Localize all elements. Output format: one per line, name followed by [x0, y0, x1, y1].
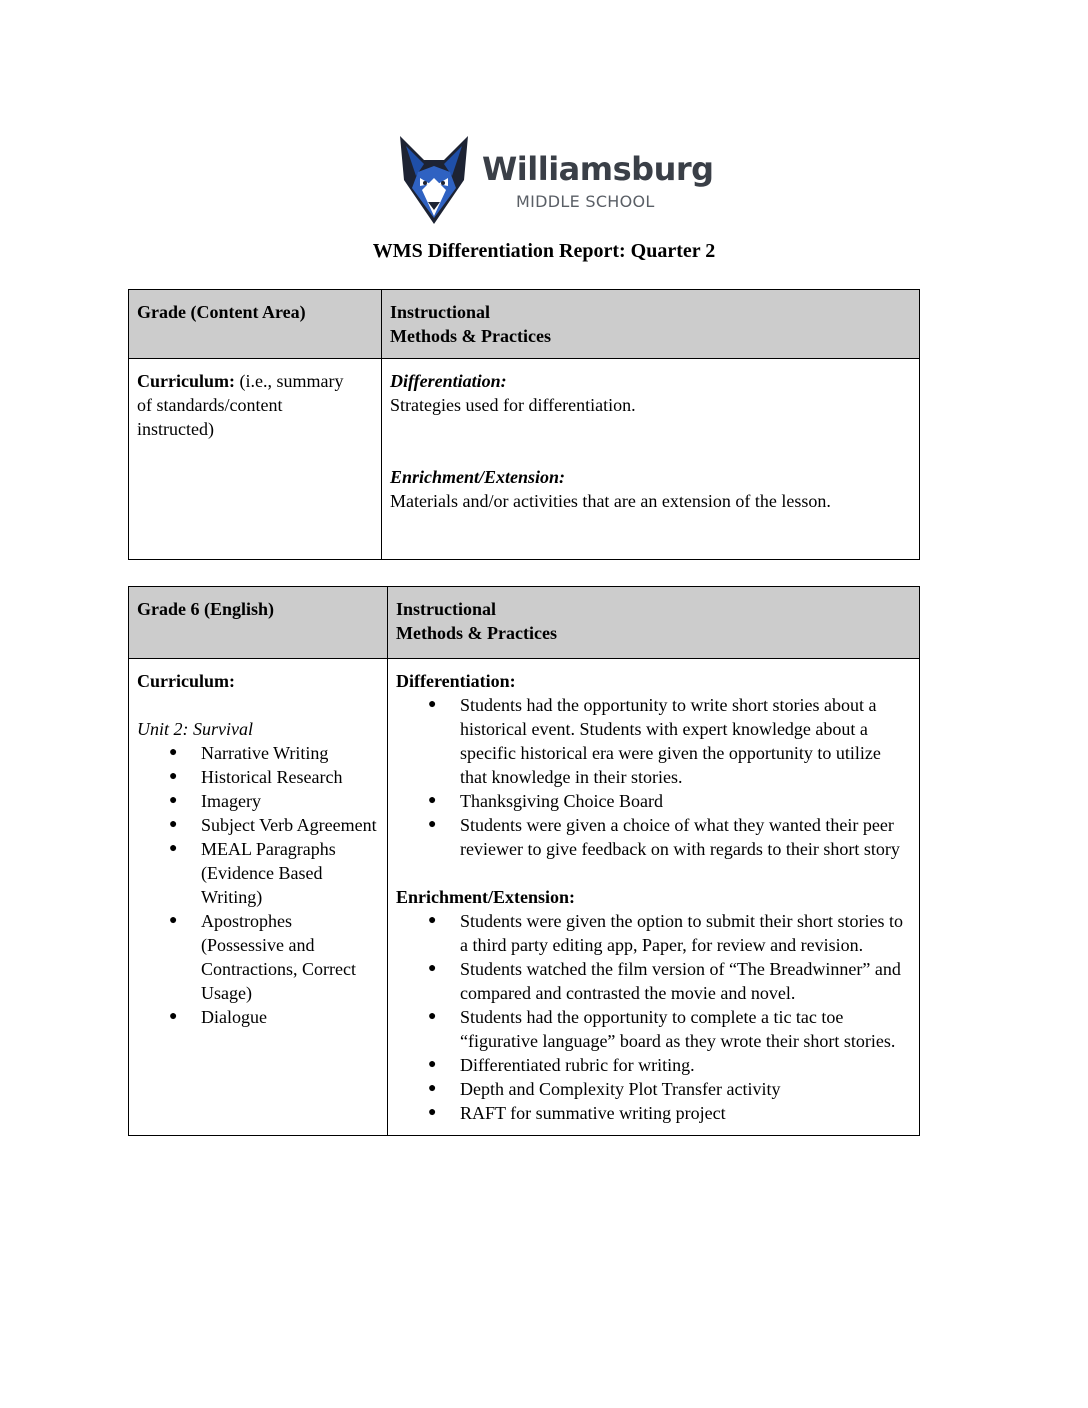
- list-item: ● MEAL Paragraphs (Evidence Based Writing): [137, 837, 379, 909]
- template-grade-header: [129, 290, 382, 359]
- unit-title: Unit 2: Survival: [137, 719, 253, 739]
- grade6-methods-header-line1: Instructional: [396, 599, 497, 619]
- grade6-body-row: [129, 659, 920, 1136]
- list-item: ● Narrative Writing: [137, 741, 379, 765]
- curriculum-desc-line1: (i.e., summary: [239, 371, 344, 391]
- grade6-grade-header: [129, 587, 388, 659]
- grade6-curriculum-label: Curriculum:: [137, 671, 235, 691]
- grade-header-text: Grade (Content Area): [137, 302, 306, 322]
- grade6-enrichment-label: Enrichment/Extension:: [396, 887, 576, 907]
- list-item: ● Students were given the option to submit their short stories to a third party editing app, Paper, for review and revision.: [396, 909, 911, 957]
- template-curriculum-cell: [129, 359, 382, 560]
- logo-school-subtitle: MIDDLE SCHOOL: [516, 192, 655, 211]
- template-methods-header: [382, 290, 920, 359]
- school-logo: [394, 132, 714, 228]
- list-item: ● Dialogue: [137, 1005, 379, 1029]
- grade6-methods-header: [388, 587, 920, 659]
- grade6-grade-header-text: Grade 6 (English): [137, 599, 275, 619]
- grade6-methods-header-line2: Methods & Practices: [396, 623, 557, 643]
- list-item: ● Students had the opportunity to write short stories about a historical event. Students with expert knowledge about a specific historical era were given the opportunity to utilize that knowledge in their stories.: [396, 693, 911, 789]
- methods-header-line2: Methods & Practices: [390, 326, 551, 346]
- list-item: ● Historical Research: [137, 765, 379, 789]
- differentiation-label: Differentiation:: [390, 371, 507, 391]
- curriculum-desc-line2: of standards/content: [137, 395, 283, 415]
- curriculum-desc-line3: instructed): [137, 419, 214, 439]
- wolf-mascot-icon: [394, 132, 474, 226]
- list-item: ● Subject Verb Agreement: [137, 813, 379, 837]
- differentiation-list: [396, 693, 911, 861]
- list-item: ● RAFT for summative writing project: [396, 1101, 911, 1125]
- enrichment-label: Enrichment/Extension:: [390, 467, 566, 487]
- enrichment-desc: Materials and/or activities that are an extension of the lesson.: [390, 491, 831, 511]
- template-header-row: [129, 290, 920, 359]
- methods-header-line1: Instructional: [390, 302, 491, 322]
- grade6-table: [128, 586, 920, 1136]
- list-item: ● Students had the opportunity to complete a tic tac toe “figurative language” board as they wrote their short stories.: [396, 1005, 911, 1053]
- list-item: ● Students were given a choice of what they wanted their peer reviewer to give feedback on with regards to their short story: [396, 813, 911, 861]
- list-item: ● Thanksgiving Choice Board: [396, 789, 911, 813]
- list-item: ● Apostrophes (Possessive and Contractions, Correct Usage): [137, 909, 379, 1005]
- grade6-differentiation-label: Differentiation:: [396, 671, 516, 691]
- grade6-curriculum-cell: [129, 659, 388, 1136]
- differentiation-desc: Strategies used for differentiation.: [390, 395, 636, 415]
- page-title: WMS Differentiation Report: Quarter 2: [372, 240, 716, 262]
- enrichment-list: [396, 909, 911, 1125]
- curriculum-list: [137, 741, 379, 1029]
- curriculum-label: Curriculum:: [137, 371, 235, 391]
- list-item: ● Differentiated rubric for writing.: [396, 1053, 911, 1077]
- grade6-header-row: [129, 587, 920, 659]
- list-item: ● Imagery: [137, 789, 379, 813]
- logo-school-name: Williamsburg: [482, 150, 714, 188]
- curriculum-desc: [137, 369, 373, 393]
- list-item: ● Students watched the film version of “The Breadwinner” and compared and contrasted the movie and novel.: [396, 957, 911, 1005]
- template-methods-cell: [382, 359, 920, 560]
- template-body-row: [129, 359, 920, 560]
- grade6-methods-cell: [388, 659, 920, 1136]
- list-item: ● Depth and Complexity Plot Transfer activity: [396, 1077, 911, 1101]
- template-table: [128, 289, 920, 560]
